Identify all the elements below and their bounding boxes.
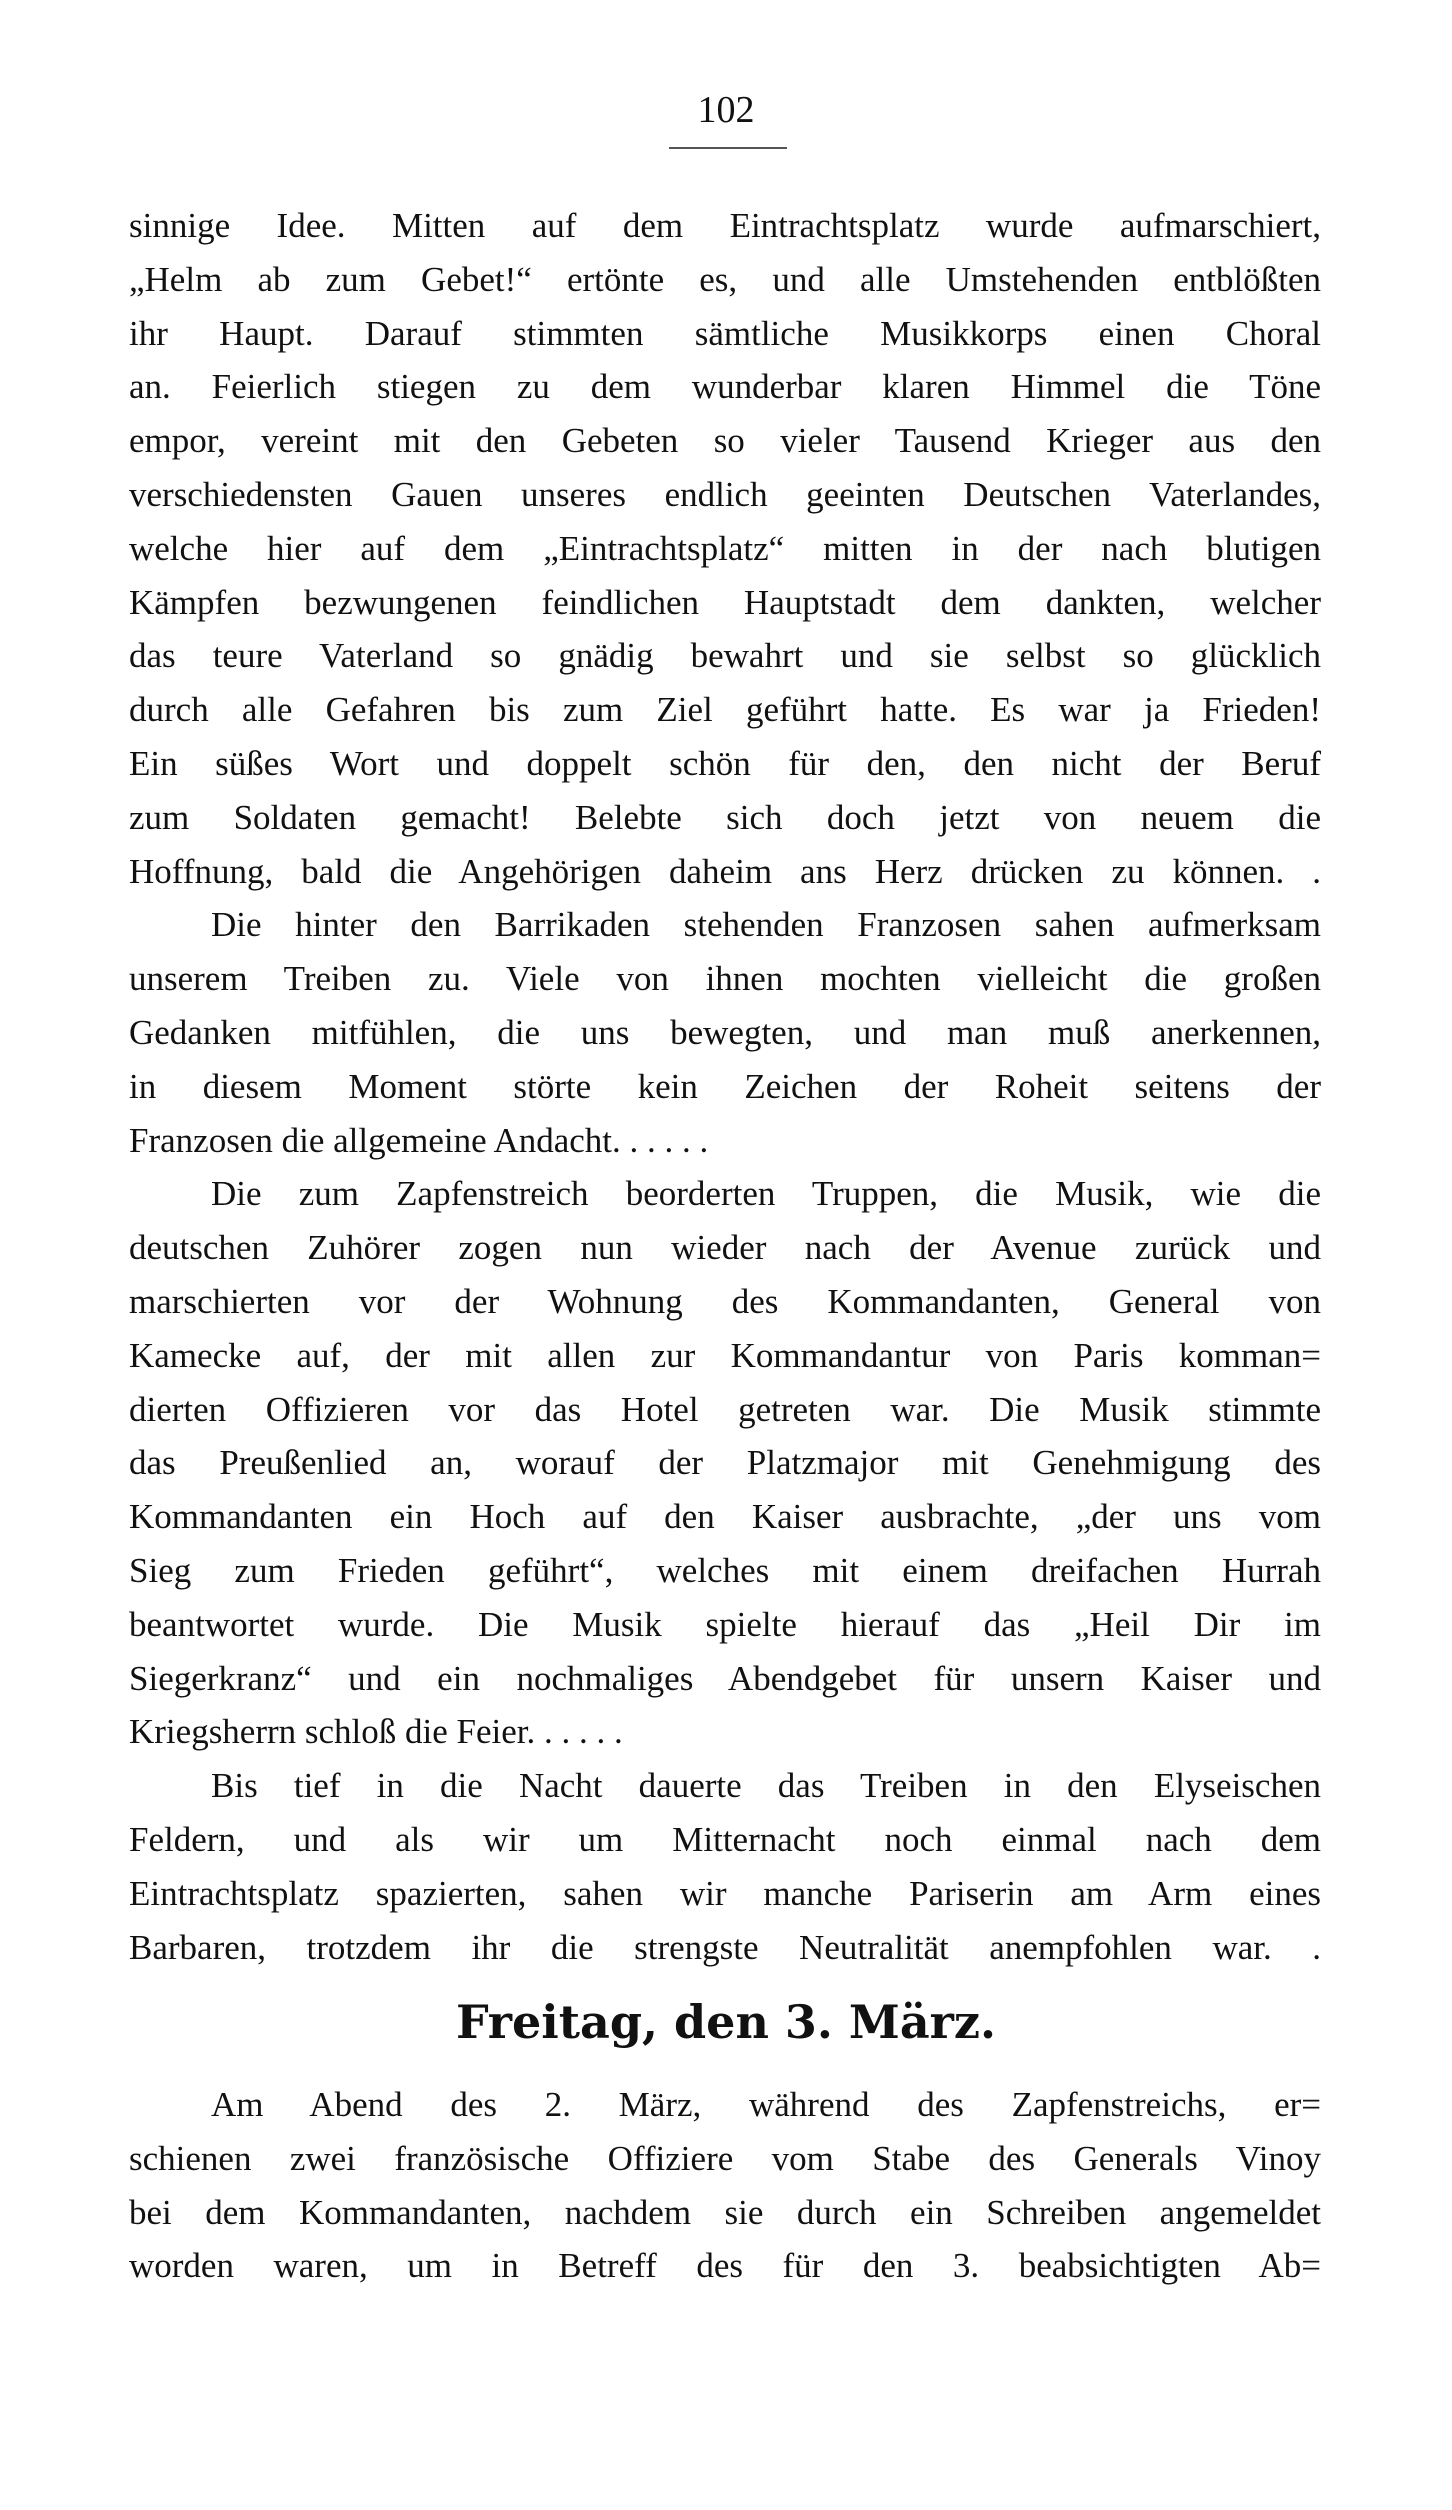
text-line: Die hinter den Barrikaden stehenden Franzosen sahen aufmerksam [211,905,1321,945]
text-line: das Preußenlied an, worauf der Platzmajor mit Genehmigung des [129,1443,1321,1483]
text-line: Gedanken mitfühlen, die uns bewegten, und man muß anerkennen, [129,1012,1321,1052]
text-line: Franzosen die allgemeine Andacht. . . . . . [129,1120,709,1160]
text-line: bei dem Kommandanten, nachdem sie durch ein Schreiben angemeldet [129,2192,1321,2232]
text-line: Kamecke auf, der mit allen zur Kommandantur von Paris komman= [129,1335,1321,1375]
text-line: Bis tief in die Nacht dauerte das Treiben in den Elyseischen [211,1766,1321,1806]
text-line: Die zum Zapfenstreich beorderten Truppen, die Musik, wie die [211,1174,1321,1214]
text-line: deutschen Zuhörer zogen nun wieder nach der Avenue zurück und [129,1228,1321,1268]
text-line: das teure Vaterland so gnädig bewahrt und sie selbst so glücklich [129,636,1321,676]
text-line: schienen zwei französische Offiziere vom Stabe des Generals Vinoy [129,2138,1321,2178]
text-line: Sieg zum Frieden geführt“, welches mit einem dreifachen Hurrah [129,1550,1321,1590]
page-number: 102 [697,89,755,131]
text-line: Kriegsherrn schloß die Feier. . . . . . [129,1712,623,1752]
text-line: dierten Offizieren vor das Hotel getreten war. Die Musik stimmte [129,1389,1321,1429]
text-line: Hoffnung, bald die Angehörigen daheim ans Herz drücken zu können. . [129,851,1321,891]
text-line: Barbaren, trotzdem ihr die strengste Neutralität anempfohlen war. . [129,1927,1321,1967]
body-text-after [129,2078,1321,2293]
text-line: empor, vereint mit den Gebeten so vieler Tausend Krieger aus den [129,421,1321,461]
text-line: durch alle Gefahren bis zum Ziel geführt hatte. Es war ja Frieden! [129,690,1321,730]
text-line: welche hier auf dem „Eintrachtsplatz“ mitten in der nach blutigen [129,528,1321,568]
text-line: Eintrachtsplatz spazierten, sahen wir manche Pariserin am Arm eines [129,1873,1321,1913]
body-text-before [129,199,1321,1974]
header-rule [669,147,787,149]
text-line: Ein süßes Wort und doppelt schön für den, den nicht der Beruf [129,743,1321,783]
text-line: Kommandanten ein Hoch auf den Kaiser ausbrachte, „der uns vom [129,1497,1321,1537]
text-line: Siegerkranz“ und ein nochmaliges Abendgebet für unsern Kaiser und [129,1658,1321,1698]
text-line: zum Soldaten gemacht! Belebte sich doch jetzt von neuem die [129,797,1321,837]
text-line: sinnige Idee. Mitten auf dem Eintrachtsplatz wurde aufmarschiert, [129,206,1321,245]
text-line: Kämpfen bezwungenen feindlichen Hauptstadt dem dankten, welcher [129,582,1321,622]
text-line: ihr Haupt. Darauf stimmten sämtliche Musikkorps einen Choral [129,313,1321,353]
text-line: Feldern, und als wir um Mitternacht noch einmal nach dem [129,1819,1321,1859]
text-line: Am Abend des 2. März, während des Zapfenstreichs, er= [211,2085,1321,2124]
text-line: worden waren, um in Betreff des für den 3. beabsichtigten Ab= [129,2246,1321,2286]
text-line: unserem Treiben zu. Viele von ihnen mochten vielleicht die großen [129,959,1321,999]
text-line: an. Feierlich stiegen zu dem wunderbar klaren Himmel die Töne [129,367,1321,407]
text-line: in diesem Moment störte kein Zeichen der Roheit seitens der [129,1066,1321,1106]
text-line: beantwortet wurde. Die Musik spielte hierauf das „Heil Dir im [129,1604,1321,1644]
text-line: „Helm ab zum Gebet!“ ertönte es, und alle Umstehenden entblößten [129,259,1321,299]
text-line: marschierten vor der Wohnung des Kommandanten, General von [129,1281,1321,1321]
text-line: verschiedensten Gauen unseres endlich geeinten Deutschen Vaterlandes, [129,474,1321,514]
section-heading: Freitag, den 3. März. [455,1995,997,2049]
